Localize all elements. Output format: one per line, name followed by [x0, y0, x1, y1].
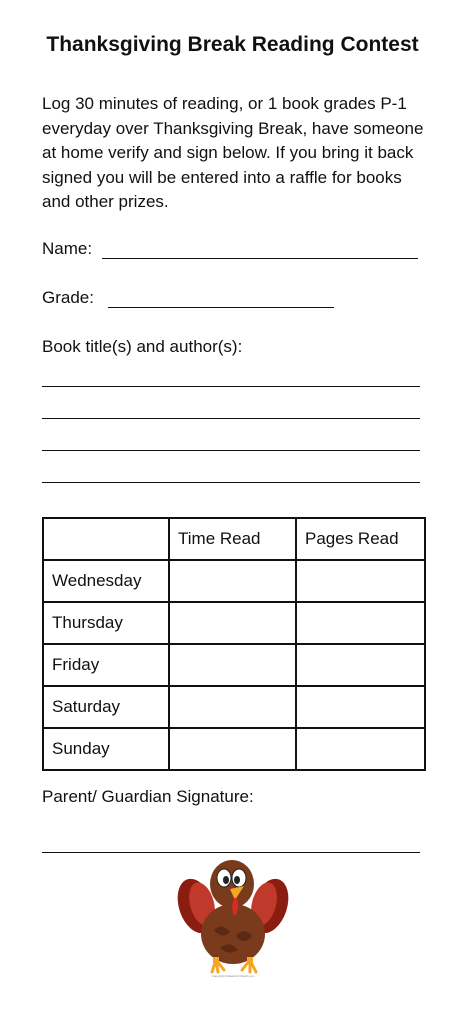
book-line-2[interactable]	[42, 418, 420, 419]
day-label: Thursday	[43, 602, 169, 644]
book-line-3[interactable]	[42, 450, 420, 451]
page-title: Thanksgiving Break Reading Contest	[46, 33, 419, 56]
table-row	[43, 560, 425, 602]
table-row	[43, 644, 425, 686]
grade-field[interactable]	[108, 307, 334, 308]
day-label: Saturday	[43, 686, 169, 728]
pages-read-cell[interactable]	[296, 560, 425, 602]
turkey-copyright-caption: Copyright Kidsworld Clipart.com	[211, 974, 255, 978]
signature-field[interactable]	[42, 852, 420, 853]
books-label: Book title(s) and author(s):	[42, 337, 243, 356]
time-read-cell[interactable]	[169, 728, 296, 770]
day-label: Wednesday	[43, 560, 169, 602]
table-row	[43, 686, 425, 728]
pages-read-cell[interactable]	[296, 686, 425, 728]
table-header-time-read: Time Read	[169, 518, 296, 560]
table-header-row	[43, 518, 425, 560]
book-line-4[interactable]	[42, 482, 420, 483]
time-read-cell[interactable]	[169, 686, 296, 728]
pages-read-cell[interactable]	[296, 728, 425, 770]
table-row	[43, 602, 425, 644]
book-line-1[interactable]	[42, 386, 420, 387]
contest-instructions: Log 30 minutes of reading, or 1 book grades P-1 everyday over Thanksgiving Break, have someone at home verify and sign below. If you bring it back signed you will be entered into a raffle for books and other prizes.	[42, 94, 424, 211]
day-label: Friday	[43, 644, 169, 686]
time-read-cell[interactable]	[169, 644, 296, 686]
reading-log-table	[42, 517, 426, 771]
turkey-illustration	[172, 856, 294, 978]
name-field[interactable]	[102, 258, 418, 259]
time-read-cell[interactable]	[169, 602, 296, 644]
name-label: Name:	[42, 239, 93, 258]
day-label: Sunday	[43, 728, 169, 770]
signature-label: Parent/ Guardian Signature:	[42, 787, 254, 806]
time-read-cell[interactable]	[169, 560, 296, 602]
pages-read-cell[interactable]	[296, 602, 425, 644]
pages-read-cell[interactable]	[296, 644, 425, 686]
table-header-blank	[43, 518, 169, 560]
grade-label: Grade:	[42, 288, 94, 307]
table-row	[43, 728, 425, 770]
table-header-pages-read: Pages Read	[296, 518, 425, 560]
